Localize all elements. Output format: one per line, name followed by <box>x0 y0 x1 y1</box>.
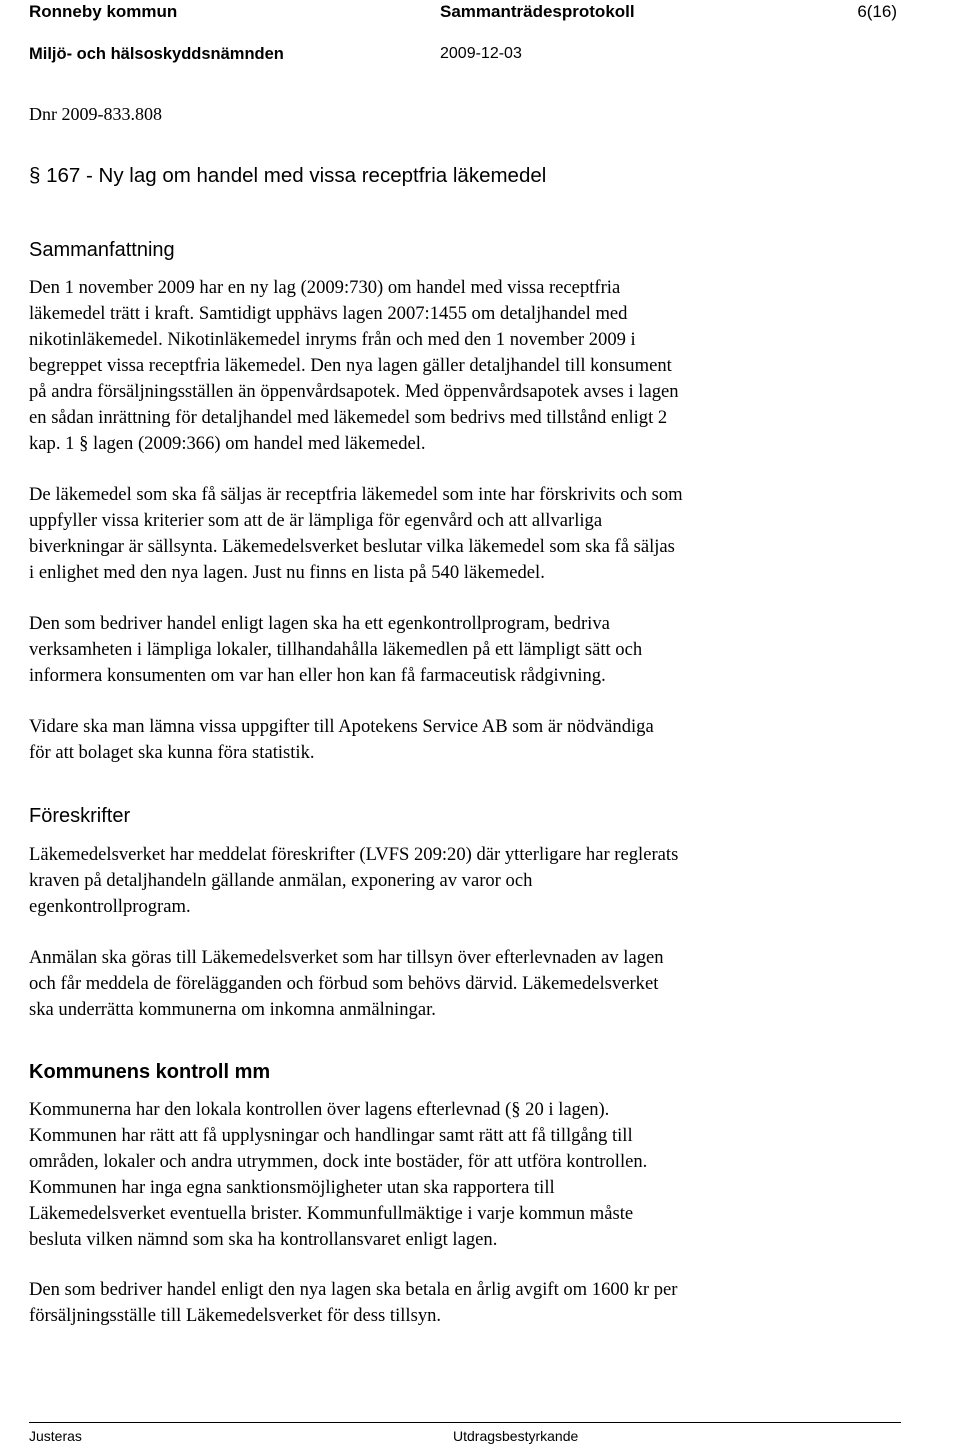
text-line: Läkemedelsverket har meddelat föreskrifter (LVFS 209:20) där ytterligare har reglerats <box>29 844 679 865</box>
text-line: besluta vilken nämnd som ska ha kontrollansvaret enligt lagen. <box>29 1229 498 1250</box>
regulations-paragraph-1 <box>29 842 829 920</box>
footer-rule <box>29 1422 901 1423</box>
document-type: Sammanträdesprotokoll <box>440 2 635 21</box>
text-line: begreppet vissa receptfria läkemedel. Den nya lagen gäller detaljhandel till konsument <box>29 355 672 376</box>
text-line: Kommunen har rätt att få upplysningar och handlingar samt rätt att få tillgång till <box>29 1125 633 1146</box>
text-line: De läkemedel som ska få säljas är receptfria läkemedel som inte har förskrivits och som <box>29 484 683 505</box>
text-line: Anmälan ska göras till Läkemedelsverket som har tillsyn över efterlevnaden av lagen <box>29 947 664 968</box>
text-line: läkemedel trätt i kraft. Samtidigt upphävs lagen 2007:1455 om detaljhandel med <box>29 303 628 324</box>
footer-utdragsbestyrkande: Utdragsbestyrkande <box>453 1428 579 1444</box>
text-line: kraven på detaljhandeln gällande anmälan, exponering av varor och <box>29 870 533 891</box>
municipality-name: Ronneby kommun <box>29 2 178 21</box>
meeting-date: 2009-12-03 <box>440 45 522 62</box>
text-line: uppfyller vissa kriterier som att de är lämpliga för egenvård och att allvarliga <box>29 510 603 531</box>
page-number: 6(16) <box>857 2 897 21</box>
footer-justeras: Justeras <box>29 1428 82 1444</box>
control-heading: Kommunens kontroll mm <box>29 1061 271 1083</box>
regulations-heading: Föreskrifter <box>29 805 131 827</box>
summary-paragraph-1 <box>29 275 829 457</box>
text-line: Kommunerna har den lokala kontrollen över lagens efterlevnad (§ 20 i lagen). <box>29 1099 610 1120</box>
case-number: Dnr 2009-833.808 <box>29 104 162 124</box>
text-line: försäljningsställe till Läkemedelsverket för dess tillsyn. <box>29 1305 442 1326</box>
text-line: en sådan inrättning för detaljhandel med läkemedel som bedrivs med tillstånd enligt 2 <box>29 407 668 428</box>
text-line: Den som bedriver handel enligt den nya lagen ska betala en årlig avgift om 1600 kr per <box>29 1279 678 1300</box>
text-line: områden, lokaler och andra utrymmen, dock inte bostäder, för att utföra kontrollen. <box>29 1151 648 1172</box>
control-paragraph-1 <box>29 1097 829 1253</box>
text-line: för att bolaget ska kunna föra statistik. <box>29 742 315 763</box>
text-line: Läkemedelsverket eventuella brister. Kommunfullmäktige i varje kommun måste <box>29 1203 634 1224</box>
text-line: Den 1 november 2009 har en ny lag (2009:730) om handel med vissa receptfria <box>29 277 621 298</box>
text-line: och får meddela de förelägganden och förbud som behövs därvid. Läkemedelsverket <box>29 973 659 994</box>
summary-paragraph-3 <box>29 611 829 689</box>
control-paragraph-2 <box>29 1277 829 1329</box>
page-title: § 167 - Ny lag om handel med vissa receptfria läkemedel <box>29 164 547 187</box>
committee-name: Miljö- och hälsoskyddsnämnden <box>29 45 284 63</box>
text-line: egenkontrollprogram. <box>29 896 191 917</box>
summary-heading: Sammanfattning <box>29 239 175 261</box>
text-line: i enlighet med den nya lagen. Just nu finns en lista på 540 läkemedel. <box>29 562 545 583</box>
text-line: på andra försäljningsställen än öppenvårdsapotek. Med öppenvårdsapotek avses i lagen <box>29 381 679 402</box>
regulations-paragraph-2 <box>29 945 829 1023</box>
text-line: Kommunen har inga egna sanktionsmöjligheter utan ska rapportera till <box>29 1177 555 1198</box>
text-line: kap. 1 § lagen (2009:366) om handel med läkemedel. <box>29 433 426 454</box>
summary-paragraph-4 <box>29 714 829 766</box>
text-line: informera konsumenten om var han eller hon kan få farmaceutisk rådgivning. <box>29 665 606 686</box>
summary-paragraph-2 <box>29 482 829 586</box>
text-line: biverkningar är sällsynta. Läkemedelsverket beslutar vilka läkemedel som ska få säljas <box>29 536 675 557</box>
text-line: Vidare ska man lämna vissa uppgifter till Apotekens Service AB som är nödvändiga <box>29 716 654 737</box>
text-line: verksamheten i lämpliga lokaler, tillhandahålla läkemedlen på ett lämpligt sätt och <box>29 639 643 660</box>
text-line: Den som bedriver handel enligt lagen ska ha ett egenkontrollprogram, bedriva <box>29 613 610 634</box>
text-line: ska underrätta kommunerna om inkomna anmälningar. <box>29 999 436 1020</box>
text-line: nikotinläkemedel. Nikotinläkemedel inryms från och med den 1 november 2009 i <box>29 329 636 350</box>
